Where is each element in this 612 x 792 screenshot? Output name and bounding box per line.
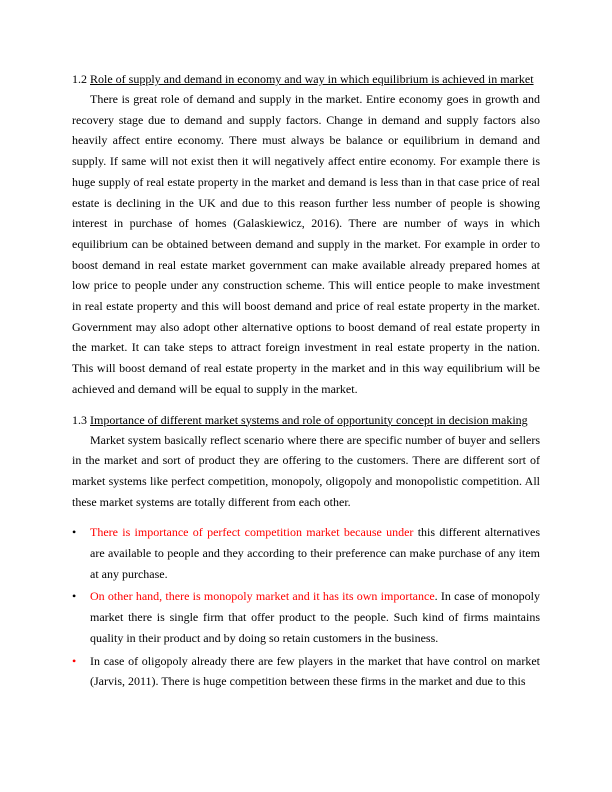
spacer bbox=[72, 400, 540, 411]
section-heading-1-3 bbox=[72, 411, 540, 430]
section-paragraph-1-2: There is great role of demand and supply in the market. Entire economy goes in growth and recovery stage due to demand and supply factors. Change in demand and supply factors also heavily affect entire economy. There must always be balance or equilibrium in demand and supply. If same will not exist then it will negatively affect entire economy. For example there is huge supply of real estate property in the market and demand is less than in that case price of real estate is declining in the UK and due to this reason further less number of people is showing interest in purchase of homes (Galaskiewicz, 2016). There are number of ways in which equilibrium can be obtained between demand and supply in the market. For example in order to boost demand in real estate market government can make available already prepared homes at low price to people under any construction scheme. This will entice people to make investment in real estate property and this will boost demand and price of real estate property in the market. Government may also adopt other alternative options to boost demand of real estate property in the market. It can take steps to attract foreign investment in real estate property in the nation. This will boost demand of real estate property in the market and in this way equilibrium will be achieved and demand will be equal to supply in the market. bbox=[72, 92, 540, 396]
section-title: Role of supply and demand in economy and way in which equilibrium is achieved in market bbox=[90, 72, 534, 86]
bullet-icon: • bbox=[72, 525, 77, 540]
list-item bbox=[72, 586, 540, 648]
document-page bbox=[72, 70, 540, 694]
section-number: 1.2 bbox=[72, 72, 87, 86]
section-paragraph-1-3: Market system basically reflect scenario where there are specific number of buyer and sellers in the market and sort of product they are offering to the customers. There are different sort of market systems like perfect competition, monopoly, oligopoly and monopolistic competition. All these market systems are totally different from each other. bbox=[72, 432, 540, 509]
bullet-icon: • bbox=[72, 653, 77, 668]
market-systems-list bbox=[72, 522, 540, 692]
list-item bbox=[72, 651, 540, 692]
list-item-text: . In case of monopoly market there is single firm that offer product to the people. Such kind of firms maintains quality in their product and by doing so retain customers in the business. bbox=[90, 589, 541, 645]
list-item-text: In case of oligopoly already there are few players in the market that have control on market (Jarvis, 2011). There is huge competition between these firms in the market and due to this bbox=[90, 653, 540, 689]
bullet-icon: • bbox=[72, 589, 77, 604]
section-title: Importance of different market systems and role of opportunity concept in decision making bbox=[90, 412, 528, 427]
section-heading-1-2 bbox=[72, 70, 540, 89]
spacer bbox=[72, 512, 540, 522]
highlighted-text: On other hand, there is monopoly market and it has its own importance bbox=[90, 589, 435, 604]
highlighted-text: There is importance of perfect competition market because under bbox=[90, 525, 414, 540]
list-item-text: this different alternatives are available to people and they according to their preference can make purchase of any item at any purchase. bbox=[90, 525, 540, 581]
section-number: 1.3 bbox=[72, 412, 87, 427]
list-item bbox=[72, 522, 540, 584]
